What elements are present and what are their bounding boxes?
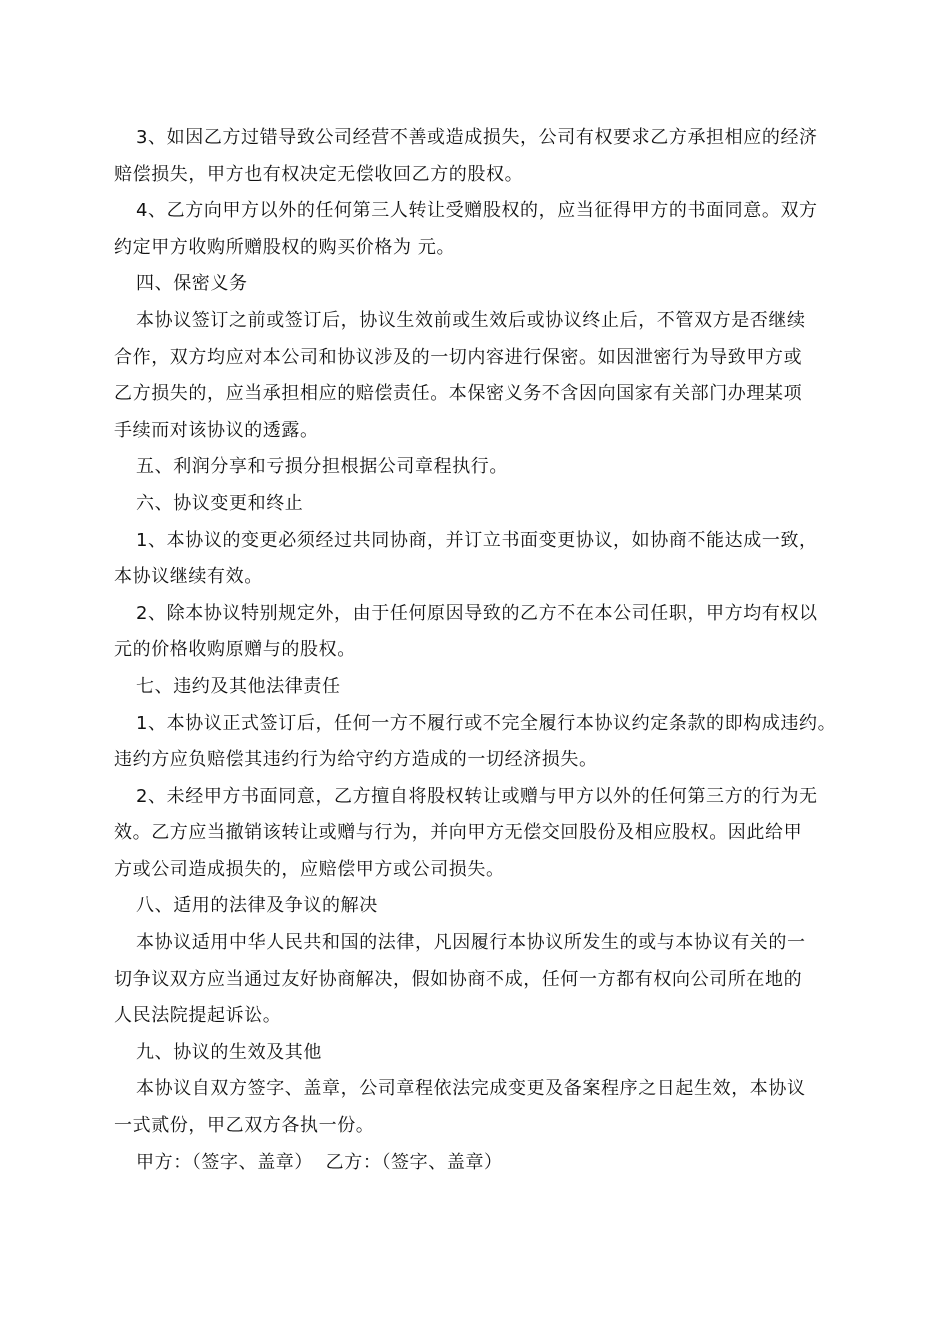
- text-line: 方或公司造成损失的，应赔偿甲方或公司损失。: [114, 858, 505, 880]
- text-line: 1、本协议的变更必须经过共同协商，并订立书面变更协议，如协商不能达成一致，: [136, 529, 818, 551]
- heading-text: 六、协议变更和终止: [136, 492, 304, 514]
- clause-4-transfer: [114, 193, 842, 266]
- text-line: 约定甲方收购所赠股权的购买价格为 元。: [114, 236, 456, 258]
- text-line: 本协议自双方签字、盖章，公司章程依法完成变更及备案程序之日起生效，本协议: [136, 1078, 806, 1100]
- signature-line: [114, 1145, 842, 1182]
- heading-text: 七、违约及其他法律责任: [136, 675, 341, 697]
- text-line: 手续而对该协议的透露。: [114, 419, 319, 441]
- section-heading-confidentiality: [114, 266, 842, 303]
- heading-text: 八、适用的法律及争议的解决: [136, 895, 378, 917]
- section-heading-change-termination: [114, 486, 842, 523]
- heading-text: 五、利润分享和亏损分担根据公司章程执行。: [136, 456, 508, 478]
- text-line: 本协议签订之前或签订后，协议生效前或生效后或协议终止后，不管双方是否继续: [136, 309, 806, 331]
- section-heading-profit-sharing: [114, 449, 842, 486]
- clause-1-changes: [114, 523, 842, 596]
- section-heading-effectiveness: [114, 1035, 842, 1072]
- signature-text: 甲方：（签字、盖章） 乙方：（签字、盖章）: [136, 1151, 503, 1173]
- text-line: 人民法院提起诉讼。: [114, 1005, 282, 1027]
- text-line: 1、本协议正式签订后，任何一方不履行或不完全履行本协议约定条款的即构成违约。: [136, 712, 837, 734]
- text-line: 本协议适用中华人民共和国的法律，凡因履行本协议所发生的或与本协议有关的一: [136, 932, 806, 954]
- governing-law-body: [114, 925, 842, 1035]
- confidentiality-body: [114, 303, 842, 449]
- effectiveness-body: [114, 1071, 842, 1144]
- text-line: 一式贰份，甲乙双方各执一份。: [114, 1115, 375, 1137]
- heading-text: 四、保密义务: [136, 273, 248, 295]
- text-line: 赔偿损失，甲方也有权决定无偿收回乙方的股权。: [114, 163, 524, 185]
- text-line: 效。乙方应当撤销该转让或赠与行为，并向甲方无偿交回股份及相应股权。因此给甲: [114, 822, 803, 844]
- section-heading-liability: [114, 669, 842, 706]
- heading-text: 九、协议的生效及其他: [136, 1041, 322, 1063]
- text-line: 本协议继续有效。: [114, 566, 263, 588]
- clause-3-compensation: [114, 120, 842, 193]
- text-line: 2、除本协议特别规定外，由于任何原因导致的乙方不在本公司任职，甲方均有权以: [136, 602, 818, 624]
- text-line: 切争议双方应当通过友好协商解决，假如协商不成，任何一方都有权向公司所在地的: [114, 968, 803, 990]
- clause-1-breach: [114, 706, 842, 779]
- text-line: 2、未经甲方书面同意，乙方擅自将股权转让或赠与甲方以外的任何第三方的行为无: [136, 785, 818, 807]
- text-line: 4、乙方向甲方以外的任何第三人转让受赠股权的，应当征得甲方的书面同意。双方: [136, 200, 818, 222]
- text-line: 合作，双方均应对本公司和协议涉及的一切内容进行保密。如因泄密行为导致甲方或: [114, 346, 803, 368]
- clause-2-repurchase: [114, 596, 842, 669]
- text-line: 乙方损失的，应当承担相应的赔偿责任。本保密义务不含因向国家有关部门办理某项: [114, 383, 803, 405]
- clause-2-unauthorized-transfer: [114, 779, 842, 889]
- text-line: 3、如因乙方过错导致公司经营不善或造成损失，公司有权要求乙方承担相应的经济: [136, 127, 818, 148]
- section-heading-governing-law: [114, 888, 842, 925]
- document-body: [114, 120, 842, 1181]
- text-line: 违约方应负赔偿其违约行为给守约方造成的一切经济损失。: [114, 749, 598, 771]
- text-line: 元的价格收购原赠与的股权。: [114, 639, 356, 661]
